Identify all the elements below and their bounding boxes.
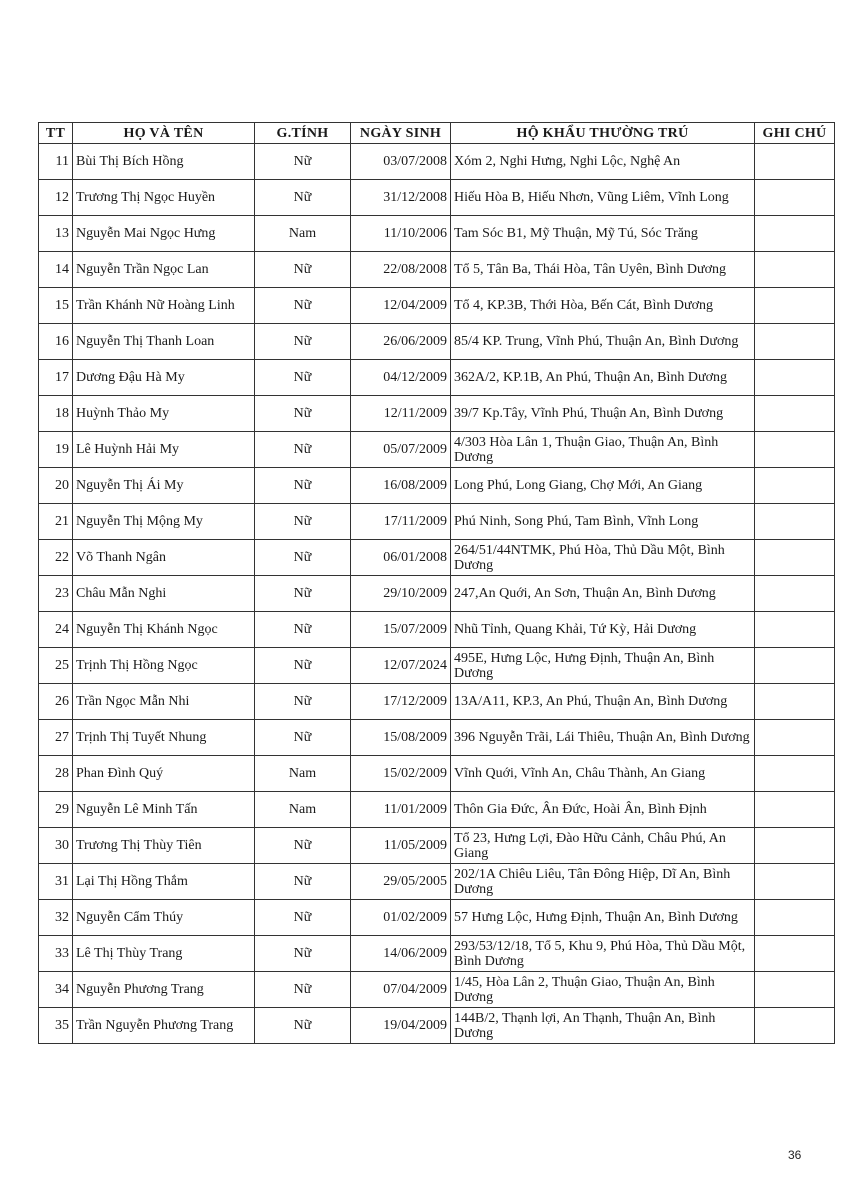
- cell-note: [755, 792, 835, 828]
- cell-sex: Nữ: [255, 828, 351, 864]
- cell-address: 85/4 KP. Trung, Vĩnh Phú, Thuận An, Bình Dương: [451, 324, 755, 360]
- cell-tt: 13: [39, 216, 73, 252]
- cell-address: 13A/A11, KP.3, An Phú, Thuận An, Bình Dương: [451, 684, 755, 720]
- cell-dob: 12/04/2009: [351, 288, 451, 324]
- cell-tt: 26: [39, 684, 73, 720]
- cell-address: Nhũ Tỉnh, Quang Khải, Tứ Kỳ, Hải Dương: [451, 612, 755, 648]
- cell-address: 396 Nguyễn Trãi, Lái Thiêu, Thuận An, Bình Dương: [451, 720, 755, 756]
- cell-tt: 20: [39, 468, 73, 504]
- table-row: [39, 504, 835, 540]
- cell-name: Võ Thanh Ngân: [73, 540, 255, 576]
- cell-tt: 35: [39, 1008, 73, 1044]
- header-address: HỘ KHẨU THƯỜNG TRÚ: [451, 123, 755, 144]
- cell-note: [755, 504, 835, 540]
- page-number: 36: [788, 1148, 802, 1162]
- cell-sex: Nữ: [255, 612, 351, 648]
- cell-name: Trịnh Thị Hồng Ngọc: [73, 648, 255, 684]
- cell-address: Vĩnh Quới, Vĩnh An, Châu Thành, An Giang: [451, 756, 755, 792]
- cell-address: 4/303 Hòa Lân 1, Thuận Giao, Thuận An, Bình Dương: [451, 432, 755, 468]
- cell-tt: 11: [39, 144, 73, 180]
- cell-sex: Nữ: [255, 468, 351, 504]
- cell-tt: 34: [39, 972, 73, 1008]
- cell-name: Trần Ngọc Mẫn Nhi: [73, 684, 255, 720]
- cell-name: Nguyễn Thị Khánh Ngọc: [73, 612, 255, 648]
- table-row: [39, 144, 835, 180]
- cell-dob: 12/11/2009: [351, 396, 451, 432]
- cell-dob: 17/11/2009: [351, 504, 451, 540]
- table-row: [39, 288, 835, 324]
- cell-note: [755, 576, 835, 612]
- cell-address: Phú Ninh, Song Phú, Tam Bình, Vĩnh Long: [451, 504, 755, 540]
- cell-dob: 17/12/2009: [351, 684, 451, 720]
- cell-dob: 05/07/2009: [351, 432, 451, 468]
- cell-note: [755, 324, 835, 360]
- cell-name: Lại Thị Hồng Thắm: [73, 864, 255, 900]
- cell-address: Tổ 23, Hưng Lợi, Đào Hữu Cảnh, Châu Phú, An Giang: [451, 828, 755, 864]
- cell-dob: 26/06/2009: [351, 324, 451, 360]
- cell-address: 144B/2, Thạnh lợi, An Thạnh, Thuận An, Bình Dương: [451, 1008, 755, 1044]
- cell-dob: 11/01/2009: [351, 792, 451, 828]
- cell-sex: Nữ: [255, 684, 351, 720]
- cell-sex: Nữ: [255, 864, 351, 900]
- cell-note: [755, 180, 835, 216]
- cell-address: Tam Sóc B1, Mỹ Thuận, Mỹ Tú, Sóc Trăng: [451, 216, 755, 252]
- table-row: [39, 468, 835, 504]
- cell-tt: 28: [39, 756, 73, 792]
- cell-dob: 11/05/2009: [351, 828, 451, 864]
- cell-address: Tổ 5, Tân Ba, Thái Hòa, Tân Uyên, Bình Dương: [451, 252, 755, 288]
- cell-name: Trương Thị Thùy Tiên: [73, 828, 255, 864]
- cell-note: [755, 468, 835, 504]
- cell-sex: Nữ: [255, 504, 351, 540]
- cell-sex: Nữ: [255, 396, 351, 432]
- cell-note: [755, 648, 835, 684]
- cell-tt: 23: [39, 576, 73, 612]
- cell-address: Xóm 2, Nghi Hưng, Nghi Lộc, Nghệ An: [451, 144, 755, 180]
- cell-note: [755, 360, 835, 396]
- cell-note: [755, 720, 835, 756]
- cell-name: Nguyễn Thị Ái My: [73, 468, 255, 504]
- cell-name: Trương Thị Ngọc Huyền: [73, 180, 255, 216]
- cell-address: Thôn Gia Đức, Ân Đức, Hoài Ân, Bình Định: [451, 792, 755, 828]
- table-row: [39, 612, 835, 648]
- cell-name: Châu Mẫn Nghi: [73, 576, 255, 612]
- header-note: GHI CHÚ: [755, 123, 835, 144]
- cell-tt: 14: [39, 252, 73, 288]
- table-row: [39, 756, 835, 792]
- cell-note: [755, 900, 835, 936]
- table-row: [39, 828, 835, 864]
- cell-tt: 32: [39, 900, 73, 936]
- cell-address: Long Phú, Long Giang, Chợ Mới, An Giang: [451, 468, 755, 504]
- cell-name: Trần Nguyễn Phương Trang: [73, 1008, 255, 1044]
- table-header-row: [39, 123, 835, 144]
- cell-name: Nguyễn Lê Minh Tấn: [73, 792, 255, 828]
- cell-address: 57 Hưng Lộc, Hưng Định, Thuận An, Bình Dương: [451, 900, 755, 936]
- cell-dob: 03/07/2008: [351, 144, 451, 180]
- cell-sex: Nữ: [255, 648, 351, 684]
- cell-name: Nguyễn Thị Mộng My: [73, 504, 255, 540]
- cell-name: Nguyễn Trần Ngọc Lan: [73, 252, 255, 288]
- cell-note: [755, 828, 835, 864]
- cell-dob: 12/07/2024: [351, 648, 451, 684]
- cell-address: 202/1A Chiêu Liêu, Tân Đông Hiệp, Dĩ An, Bình Dương: [451, 864, 755, 900]
- cell-sex: Nữ: [255, 936, 351, 972]
- cell-dob: 29/10/2009: [351, 576, 451, 612]
- cell-dob: 06/01/2008: [351, 540, 451, 576]
- cell-name: Bùi Thị Bích Hồng: [73, 144, 255, 180]
- cell-tt: 24: [39, 612, 73, 648]
- table-row: [39, 936, 835, 972]
- cell-dob: 14/06/2009: [351, 936, 451, 972]
- cell-address: 495E, Hưng Lộc, Hưng Định, Thuận An, Bình Dương: [451, 648, 755, 684]
- cell-sex: Nam: [255, 792, 351, 828]
- cell-dob: 16/08/2009: [351, 468, 451, 504]
- cell-address: 1/45, Hòa Lân 2, Thuận Giao, Thuận An, Bình Dương: [451, 972, 755, 1008]
- cell-tt: 21: [39, 504, 73, 540]
- cell-note: [755, 396, 835, 432]
- cell-name: Nguyễn Thị Thanh Loan: [73, 324, 255, 360]
- cell-name: Trần Khánh Nữ Hoàng Linh: [73, 288, 255, 324]
- cell-address: 362A/2, KP.1B, An Phú, Thuận An, Bình Dương: [451, 360, 755, 396]
- cell-tt: 29: [39, 792, 73, 828]
- cell-dob: 07/04/2009: [351, 972, 451, 1008]
- cell-address: Tổ 4, KP.3B, Thới Hòa, Bến Cát, Bình Dương: [451, 288, 755, 324]
- header-sex: G.TÍNH: [255, 123, 351, 144]
- cell-note: [755, 432, 835, 468]
- cell-sex: Nữ: [255, 252, 351, 288]
- cell-sex: Nam: [255, 216, 351, 252]
- cell-tt: 31: [39, 864, 73, 900]
- table-row: [39, 180, 835, 216]
- table-row: [39, 324, 835, 360]
- cell-name: Nguyễn Phương Trang: [73, 972, 255, 1008]
- cell-note: [755, 936, 835, 972]
- table-row: [39, 684, 835, 720]
- cell-note: [755, 612, 835, 648]
- table-row: [39, 432, 835, 468]
- cell-address: 247,An Quới, An Sơn, Thuận An, Bình Dương: [451, 576, 755, 612]
- table-row: [39, 360, 835, 396]
- cell-name: Trịnh Thị Tuyết Nhung: [73, 720, 255, 756]
- cell-sex: Nữ: [255, 324, 351, 360]
- cell-sex: Nam: [255, 756, 351, 792]
- cell-tt: 27: [39, 720, 73, 756]
- cell-sex: Nữ: [255, 720, 351, 756]
- cell-tt: 25: [39, 648, 73, 684]
- cell-dob: 11/10/2006: [351, 216, 451, 252]
- cell-tt: 33: [39, 936, 73, 972]
- table-row: [39, 972, 835, 1008]
- cell-note: [755, 144, 835, 180]
- cell-dob: 31/12/2008: [351, 180, 451, 216]
- cell-sex: Nữ: [255, 1008, 351, 1044]
- cell-sex: Nữ: [255, 972, 351, 1008]
- cell-name: Lê Huỳnh Hải My: [73, 432, 255, 468]
- cell-name: Nguyễn Mai Ngọc Hưng: [73, 216, 255, 252]
- cell-name: Huỳnh Thảo My: [73, 396, 255, 432]
- cell-sex: Nữ: [255, 288, 351, 324]
- cell-sex: Nữ: [255, 180, 351, 216]
- cell-note: [755, 756, 835, 792]
- cell-note: [755, 972, 835, 1008]
- cell-tt: 15: [39, 288, 73, 324]
- cell-address: Hiếu Hòa B, Hiếu Nhơn, Vũng Liêm, Vĩnh Long: [451, 180, 755, 216]
- table-row: [39, 648, 835, 684]
- cell-dob: 19/04/2009: [351, 1008, 451, 1044]
- cell-note: [755, 288, 835, 324]
- cell-dob: 22/08/2008: [351, 252, 451, 288]
- cell-tt: 17: [39, 360, 73, 396]
- table-row: [39, 396, 835, 432]
- cell-sex: Nữ: [255, 576, 351, 612]
- table-row: [39, 540, 835, 576]
- table-row: [39, 792, 835, 828]
- cell-sex: Nữ: [255, 360, 351, 396]
- cell-dob: 15/07/2009: [351, 612, 451, 648]
- cell-tt: 30: [39, 828, 73, 864]
- header-name: HỌ VÀ TÊN: [73, 123, 255, 144]
- table-row: [39, 576, 835, 612]
- table-row: [39, 864, 835, 900]
- cell-tt: 22: [39, 540, 73, 576]
- cell-sex: Nữ: [255, 144, 351, 180]
- cell-name: Phan Đình Quý: [73, 756, 255, 792]
- cell-address: 39/7 Kp.Tây, Vĩnh Phú, Thuận An, Bình Dương: [451, 396, 755, 432]
- cell-sex: Nữ: [255, 432, 351, 468]
- cell-note: [755, 1008, 835, 1044]
- cell-tt: 12: [39, 180, 73, 216]
- cell-tt: 16: [39, 324, 73, 360]
- cell-sex: Nữ: [255, 540, 351, 576]
- cell-note: [755, 864, 835, 900]
- cell-dob: 01/02/2009: [351, 900, 451, 936]
- cell-dob: 04/12/2009: [351, 360, 451, 396]
- cell-note: [755, 216, 835, 252]
- header-dob: NGÀY SINH: [351, 123, 451, 144]
- cell-name: Dương Đậu Hà My: [73, 360, 255, 396]
- table-row: [39, 252, 835, 288]
- cell-note: [755, 252, 835, 288]
- table-row: [39, 1008, 835, 1044]
- cell-address: 264/51/44NTMK, Phú Hòa, Thủ Dầu Một, Bình Dương: [451, 540, 755, 576]
- cell-name: Nguyễn Cẩm Thúy: [73, 900, 255, 936]
- header-tt: TT: [39, 123, 73, 144]
- cell-sex: Nữ: [255, 900, 351, 936]
- table-body: [39, 144, 835, 1044]
- cell-dob: 29/05/2005: [351, 864, 451, 900]
- cell-address: 293/53/12/18, Tổ 5, Khu 9, Phú Hòa, Thủ Dầu Một, Bình Dương: [451, 936, 755, 972]
- cell-tt: 19: [39, 432, 73, 468]
- cell-dob: 15/08/2009: [351, 720, 451, 756]
- table-row: [39, 900, 835, 936]
- cell-note: [755, 540, 835, 576]
- cell-name: Lê Thị Thùy Trang: [73, 936, 255, 972]
- cell-tt: 18: [39, 396, 73, 432]
- cell-note: [755, 684, 835, 720]
- table-row: [39, 216, 835, 252]
- table-row: [39, 720, 835, 756]
- student-roster-table: [38, 122, 835, 1044]
- cell-dob: 15/02/2009: [351, 756, 451, 792]
